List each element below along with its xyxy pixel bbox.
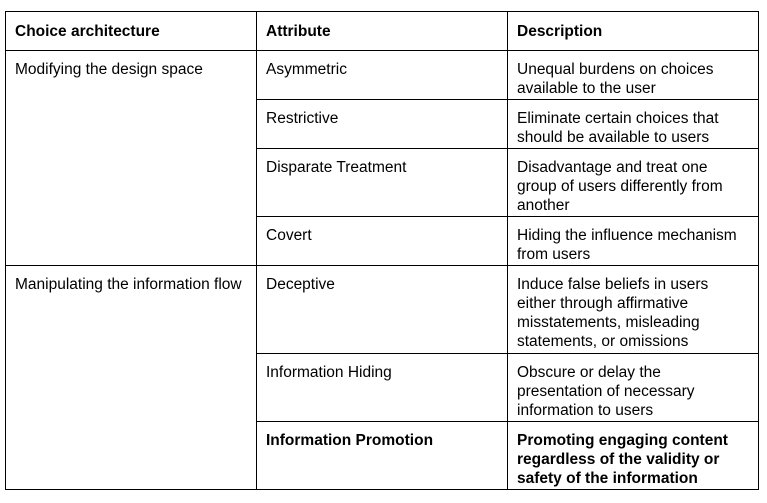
description-cell: Promoting engaging content regardless of the validity or safety of the information	[508, 422, 759, 490]
description-cell: Obscure or delay the presentation of necessary information to users	[508, 354, 759, 422]
description-cell: Induce false beliefs in users either through affirmative misstatements, misleading statements, or omissions	[508, 266, 759, 354]
table-header-row	[6, 12, 759, 51]
attribute-cell: Asymmetric	[257, 51, 508, 100]
attribute-cell: Information Hiding	[257, 354, 508, 422]
table-row	[6, 51, 759, 100]
attribute-cell: Information Promotion	[257, 422, 508, 490]
header-description: Description	[508, 12, 759, 51]
choice-architecture-table	[5, 11, 759, 490]
description-cell: Disadvantage and treat one group of users differently from another	[508, 149, 759, 217]
description-cell: Hiding the influence mechanism from users	[508, 217, 759, 266]
header-choice-architecture: Choice architecture	[6, 12, 257, 51]
header-attribute: Attribute	[257, 12, 508, 51]
attribute-cell: Disparate Treatment	[257, 149, 508, 217]
description-cell: Unequal burdens on choices available to the user	[508, 51, 759, 100]
category-cell: Modifying the design space	[6, 51, 257, 266]
attribute-cell: Deceptive	[257, 266, 508, 354]
category-cell: Manipulating the information flow	[6, 266, 257, 490]
table-row	[6, 266, 759, 354]
description-cell: Eliminate certain choices that should be available to users	[508, 100, 759, 149]
attribute-cell: Restrictive	[257, 100, 508, 149]
attribute-cell: Covert	[257, 217, 508, 266]
